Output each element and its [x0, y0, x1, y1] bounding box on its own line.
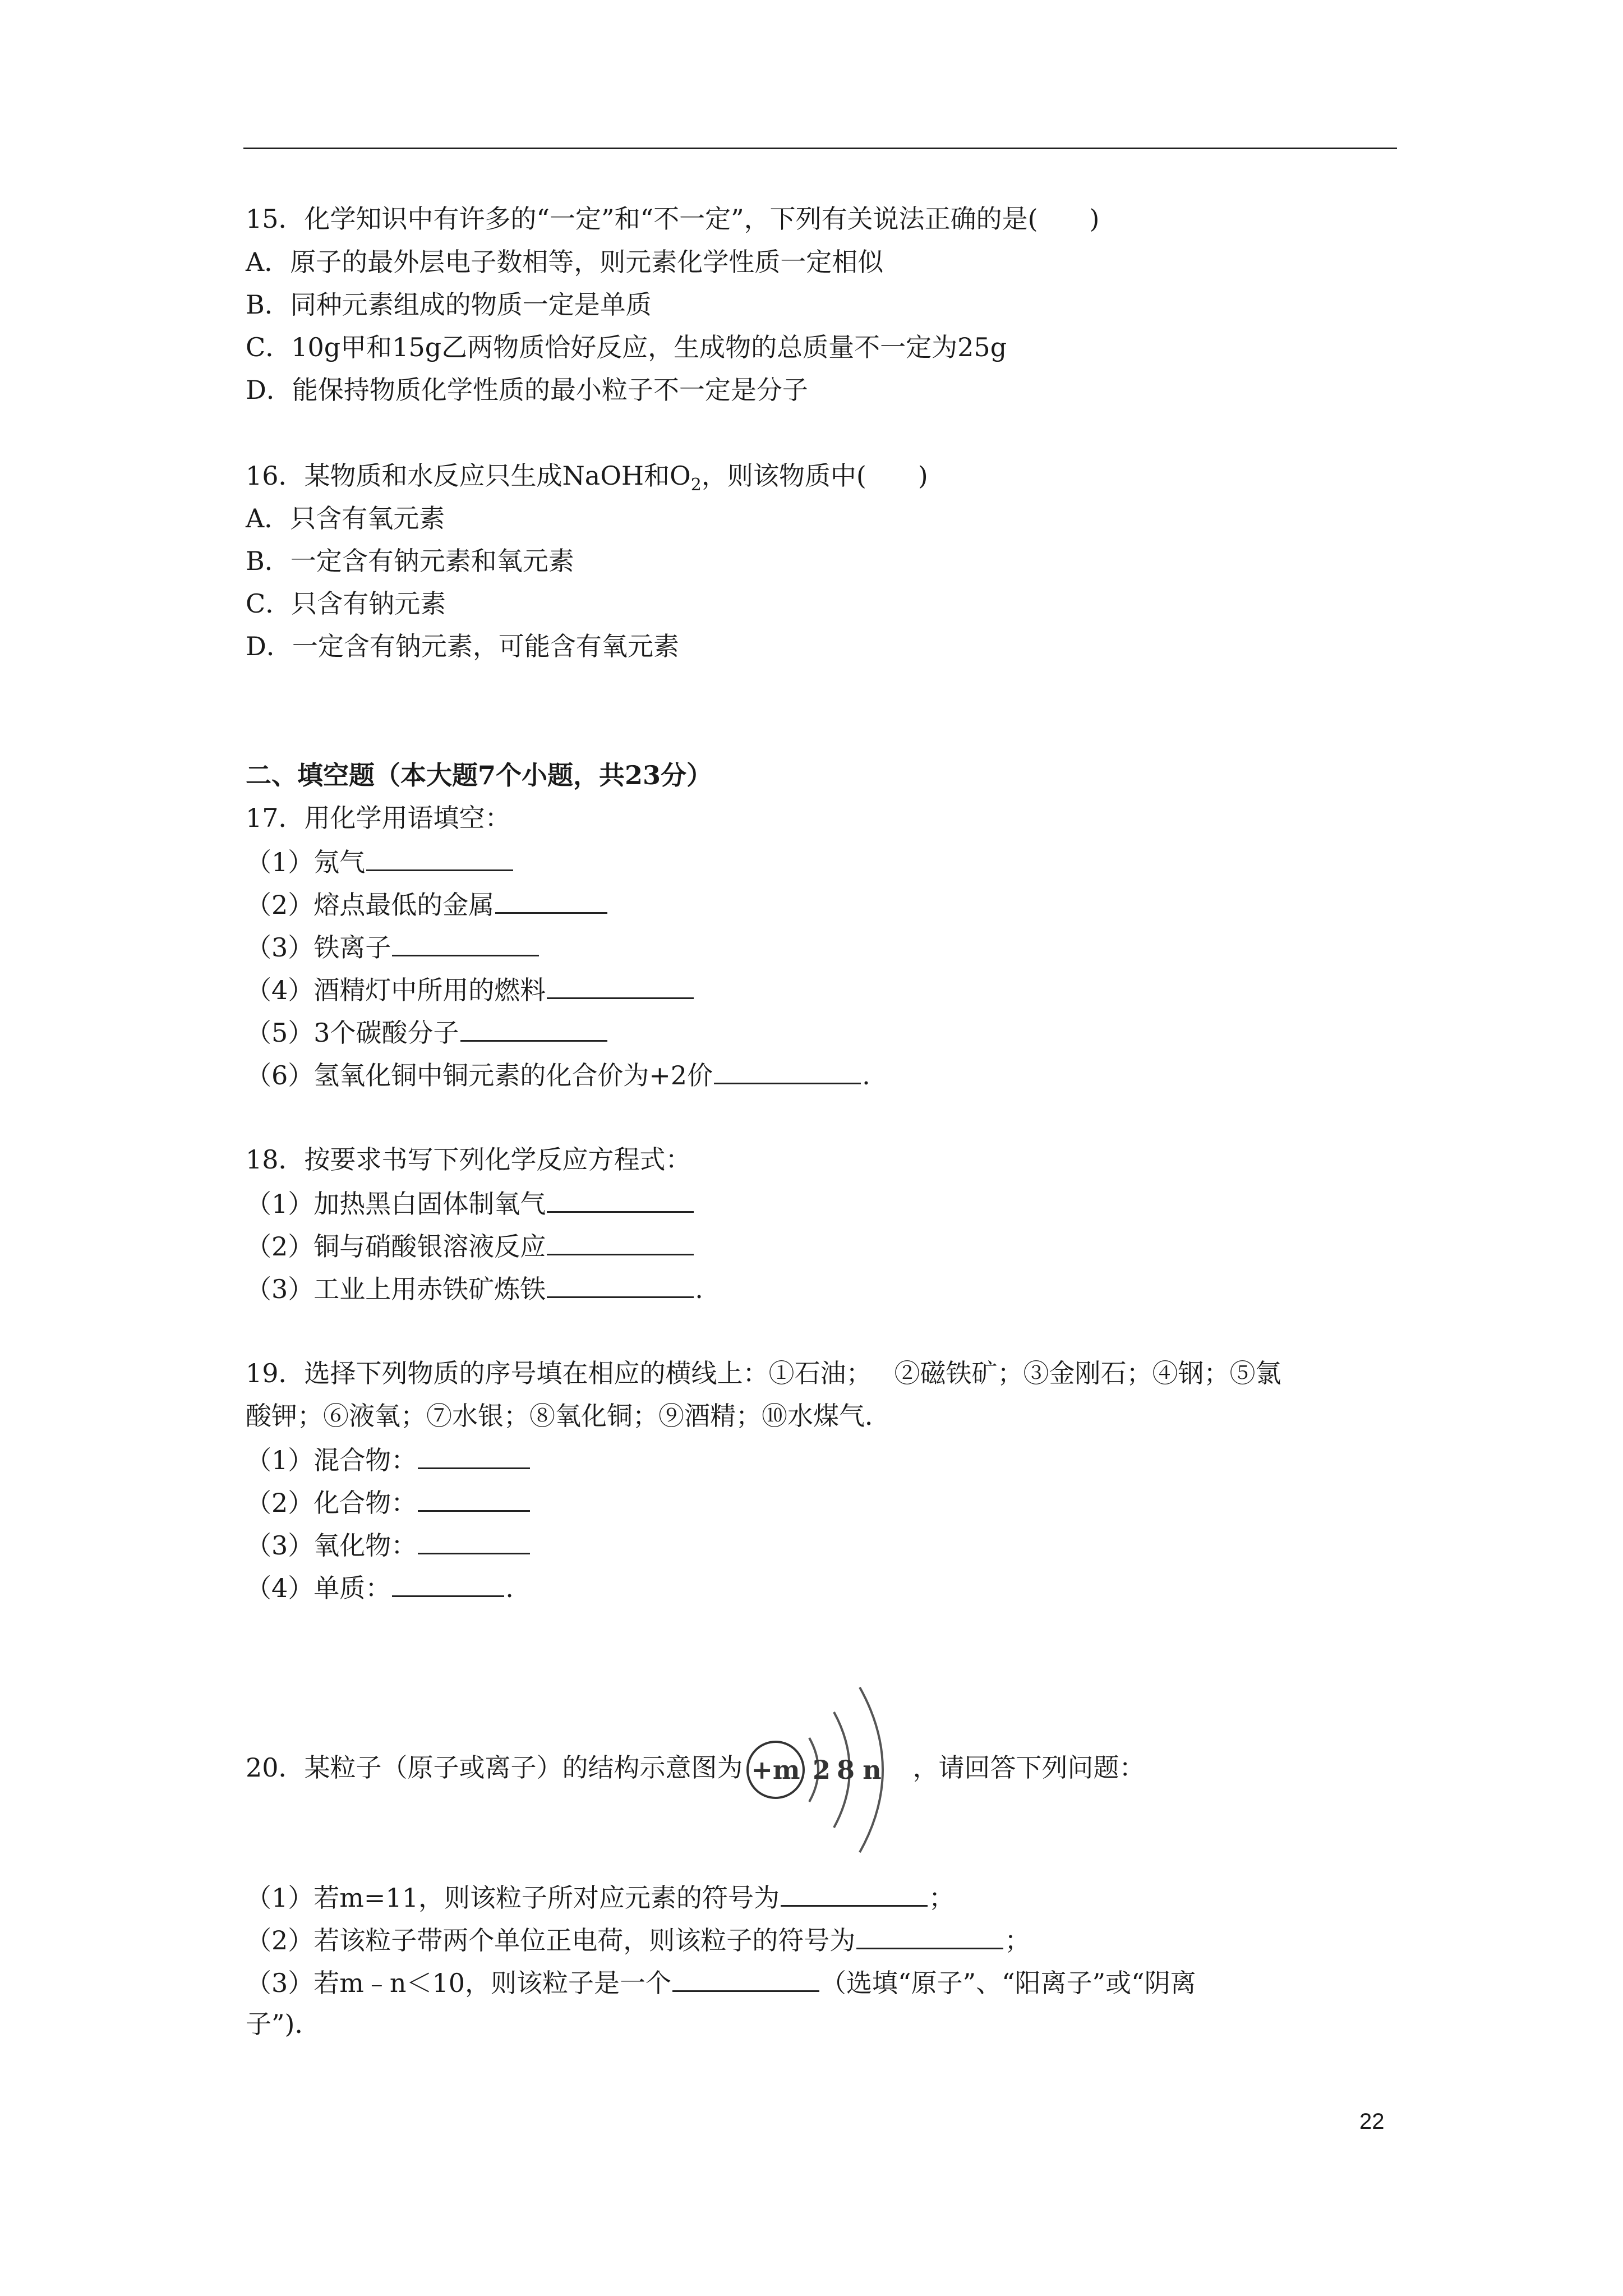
answer-blank[interactable] [418, 1484, 530, 1512]
q20-stem [246, 1751, 1145, 1787]
q17-item-5 [246, 1014, 608, 1050]
q19-item-1 [246, 1442, 531, 1477]
q18-item-2-text: （2）铜与硝酸银溶液反应 [246, 1231, 546, 1262]
q19-item-1-text: （1）混合物： [246, 1445, 417, 1475]
q19-item-2 [246, 1484, 531, 1520]
q19-stem-line-2: 酸钾；⑥液氧；⑦水银；⑧氧化铜；⑨酒精；⑩水煤气． [246, 1401, 891, 1431]
q17-item-6-text: （6）氢氧化铜中铜元素的化合价为+2价 [246, 1060, 713, 1091]
answer-blank[interactable] [392, 929, 539, 956]
q19-item-2-text: （2）化合物： [246, 1488, 417, 1518]
header-rule [243, 148, 1397, 149]
answer-blank[interactable] [856, 1922, 1003, 1949]
atom-structure-diagram [743, 1753, 913, 1787]
q18-item-1 [246, 1185, 695, 1221]
shell-1-count: 2 [812, 1755, 831, 1785]
q18-end-period: . [695, 1274, 703, 1304]
q18-item-3-text: （3）工业上用赤铁矿炼铁 [246, 1274, 546, 1304]
q19-item-3 [246, 1527, 531, 1562]
q20-item-3-continued: 子”)． [246, 2009, 321, 2039]
q20-item-2-text: （2）若该粒子带两个单位正电荷，则该粒子的符号为 [246, 1925, 856, 1955]
q19-item-4 [246, 1570, 514, 1605]
q15-option-d: D．能保持物质化学性质的最小粒子不一定是分子 [246, 375, 808, 405]
shell-2-count: 8 [836, 1755, 855, 1785]
q19-item-4-text: （4）单质： [246, 1573, 391, 1603]
q17-item-1-text: （1）氖气 [246, 847, 366, 877]
answer-blank[interactable] [418, 1442, 530, 1469]
q16-subscript: 2 [690, 475, 702, 495]
q16-option-c: C．只含有钠元素 [246, 588, 446, 619]
q17-item-5-text: （5）3个碳酸分子 [246, 1018, 459, 1048]
q15-option-c: C．10g甲和15g乙两物质恰好反应，生成物的总质量不一定为25g [246, 332, 1007, 362]
q20-item-1-text: （1）若m=11，则该粒子所对应元素的符号为 [246, 1883, 780, 1913]
q17-item-1 [246, 844, 514, 879]
q20-item-3 [246, 1964, 1196, 2000]
q19-stem-line-1 [246, 1356, 1281, 1390]
answer-blank[interactable] [547, 1271, 694, 1298]
q17-item-4-text: （4）酒精灯中所用的燃料 [246, 975, 546, 1005]
q17-item-2 [246, 886, 608, 922]
q18-item-3 [246, 1271, 703, 1306]
q20-item-1 [246, 1879, 955, 1915]
q16-stem-end: ，则该物质中( ) [701, 461, 928, 491]
q15-stem: 15．化学知识中有许多的“一定”和“不一定”，下列有关说法正确的是( ) [246, 204, 1100, 234]
answer-blank[interactable] [418, 1527, 530, 1554]
answer-blank[interactable] [547, 1228, 694, 1255]
q20-item-1-end: ； [928, 1883, 955, 1913]
q17-item-4 [246, 972, 695, 1007]
answer-blank[interactable] [392, 1570, 504, 1597]
q17-item-2-text: （2）熔点最低的金属 [246, 890, 495, 920]
q19-end-period: . [505, 1573, 514, 1603]
q16-option-b: B．一定含有钠元素和氧元素 [246, 546, 574, 576]
q15-option-b: B．同种元素组成的物质一定是单质 [246, 289, 652, 320]
q15-option-a: A．原子的最外层电子数相等，则元素化学性质一定相似 [246, 247, 884, 277]
q16-stem-text: 16．某物质和水反应只生成NaOH和O [246, 461, 691, 491]
q17-end-period: . [862, 1060, 870, 1091]
q17-item-3 [246, 929, 540, 964]
nucleus-label: +m [750, 1755, 800, 1785]
q20-stem-end: ，请回答下列问题： [912, 1752, 1145, 1783]
answer-blank[interactable] [781, 1879, 928, 1907]
answer-blank[interactable] [547, 972, 694, 999]
q17-item-3-text: （3）铁离子 [246, 932, 391, 963]
q19-stem-part-a: 19．选择下列物质的序号填在相应的横线上：①石油； [246, 1358, 872, 1388]
section-heading: 二、填空题（本大题7个小题，共23分） [246, 760, 713, 790]
answer-blank[interactable] [460, 1014, 607, 1042]
q18-item-2 [246, 1228, 695, 1263]
q20-item-3-choices: （选填“原子”、“阳离子”或“阴离 [820, 1968, 1196, 1998]
atom-structure-svg [743, 1677, 913, 1862]
q18-item-1-text: （1）加热黑白固体制氧气 [246, 1189, 546, 1219]
q19-item-3-text: （3）氧化物： [246, 1530, 417, 1561]
q20-item-2 [246, 1922, 1030, 1957]
answer-blank[interactable] [672, 1964, 819, 1992]
shell-3-count: n [862, 1755, 882, 1785]
q16-option-a: A．只含有氧元素 [246, 503, 445, 533]
q17-item-6 [246, 1057, 870, 1092]
q16-stem [246, 459, 928, 502]
q16-option-d: D．一定含有钠元素，可能含有氧元素 [246, 631, 679, 661]
q20-stem-text: 20．某粒子（原子或离子）的结构示意图为 [246, 1752, 743, 1783]
answer-blank[interactable] [714, 1057, 861, 1084]
answer-blank[interactable] [547, 1185, 694, 1213]
q20-item-2-end: ； [1004, 1925, 1031, 1955]
answer-blank[interactable] [366, 844, 513, 871]
page-number: 22 [1359, 2109, 1385, 2134]
q19-stem-part-b: ②磁铁矿；③金刚石；④钢；⑤氯 [894, 1358, 1281, 1388]
q17-stem: 17．用化学用语填空： [246, 803, 511, 833]
q18-stem: 18．按要求书写下列化学反应方程式： [246, 1144, 691, 1175]
answer-blank[interactable] [495, 886, 607, 914]
q20-item-3-text: （3）若m﹣n＜10，则该粒子是一个 [246, 1968, 672, 1998]
